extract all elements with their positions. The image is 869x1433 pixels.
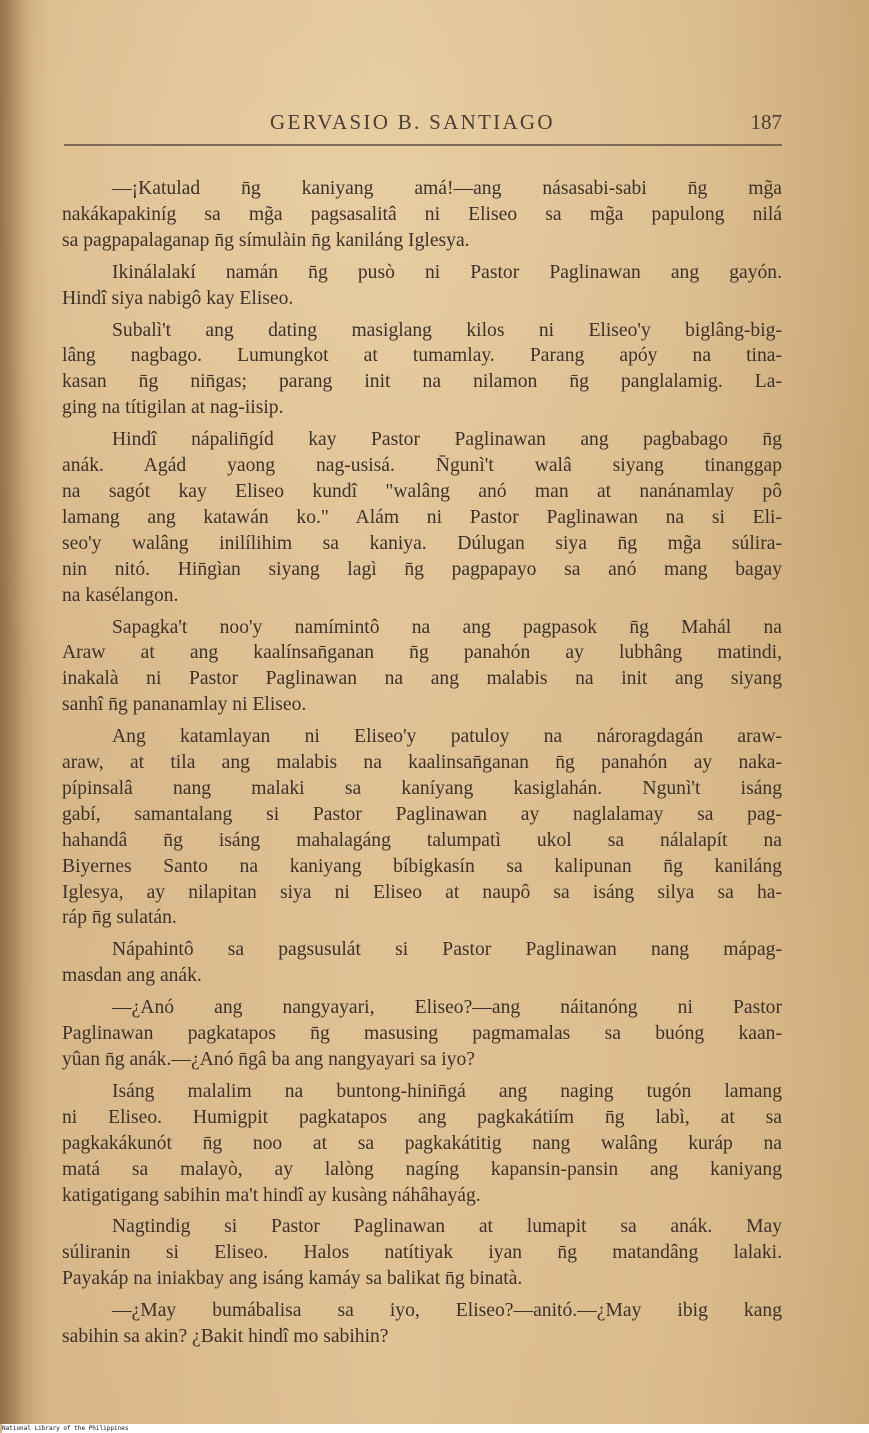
text-line: Paglinawan pagkatapos n̄g masusing pagmamalas sa buóng kaan-: [62, 1023, 782, 1045]
text-line: yûan n̄g anák.—¿Anó n̄gâ ba ang nangyayari sa iyo?: [62, 1049, 475, 1070]
text-line: pípinsalâ nang malaki sa kaníyang kasiglahán. Ngunì't isáng: [62, 777, 782, 799]
text-line: sabihin sa akin? ¿Bakit hindî mo sabihin?: [62, 1326, 389, 1348]
text-line: hahandâ n̄g isáng mahalagáng talumpatì ukol sa nálalapít na: [62, 829, 782, 851]
text-line: pagkakákunót n̄g noo at sa pagkakátitig nang walâng kuráp na: [62, 1132, 782, 1154]
text-line: Ikinálalakí namán n̄g pusò ni Pastor Paglinawan ang gayón.: [112, 261, 782, 283]
text-line: nin nitó. Hin̄gìan siyang lagì n̄g pagpapayo sa anó mang bagay: [62, 558, 782, 580]
paragraph: [62, 615, 782, 719]
text-line: ging na títigilan at nag-iisip.: [62, 397, 284, 419]
paragraph: [62, 260, 782, 312]
text-line: Iglesya, ay nilapitan siya ni Eliseo at naupô sa isáng silya sa ha-: [62, 881, 782, 903]
text-line: Payakáp na iniakbay ang isáng kamáy sa balikat n̄g binatà.: [62, 1268, 523, 1290]
text-line: matá sa malayò, ay lalòng nagíng kapansin-pansin ang kaniyang: [62, 1158, 782, 1180]
text-line: lamang ang katawán ko." Alám ni Pastor Paglinawan na si Eli-: [62, 506, 782, 528]
text-line: seo'y walâng inilílihim sa kaniya. Dúlugan siya n̄g mg̃a súlira-: [62, 532, 782, 554]
text-line: nakákapakiníg sa mg̃a pagsasalitâ ni Eliseo sa mg̃a papulong nilá: [62, 203, 782, 225]
page-header: [64, 110, 782, 140]
text-line: ni Eliseo. Humigpit pagkatapos ang pagkakátiím n̄g labì, at sa: [62, 1106, 782, 1128]
text-line: lâng nagbago. Lumungkot at tumamlay. Parang apóy na tina-: [62, 345, 782, 367]
text-line: sa pagpapalaganap n̄g símulàin n̄g kaniláng Iglesya.: [62, 229, 470, 251]
paragraph: [62, 937, 782, 989]
header-rule: [64, 144, 782, 146]
body-text: [62, 176, 782, 1356]
text-line: Hindî siya nabigô kay Eliseo.: [62, 287, 294, 309]
text-line: na kasélangon.: [62, 584, 179, 606]
text-line: —¿Anó ang nangyayari, Eliseo?—ang náitanóng ni Pastor: [112, 997, 782, 1019]
text-line: araw, at tila ang malabis na kaalinsan̄ganan n̄g panahón ay naka-: [62, 752, 782, 774]
text-line: na sagót kay Eliseo kundî "walâng anó man at nanánamlay pô: [62, 480, 782, 502]
page-left-edge-shadow: [0, 0, 34, 1424]
text-line: Sapagka't noo'y namímintô na ang pagpasok n̄g Mahál na: [112, 616, 782, 638]
paragraph: [62, 1298, 782, 1350]
text-line: Hindî nápalin̄gíd kay Pastor Paglinawan ang pagbabago n̄g: [112, 429, 782, 451]
text-line: Araw at ang kaalínsan̄ganan n̄g panahón ay lubhâng matindi,: [62, 642, 782, 664]
paragraph: [62, 427, 782, 608]
text-line: Ang katamlayan ni Eliseo'y patuloy na nároragdagán araw-: [112, 726, 782, 748]
text-line: —¿May bumábalisa sa iyo, Eliseo?—anitó.—¿May ibig kang: [112, 1300, 782, 1322]
text-line: Biyernes Santo na kaniyang bíbigkasín sa kalipunan n̄g kaniláng: [62, 855, 782, 877]
text-line: katigatigang sabihin ma't hindî ay kusàng náhâhayág.: [62, 1184, 481, 1206]
page-number: 187: [750, 110, 782, 134]
text-line: ráp n̄g sulatán.: [62, 907, 177, 929]
text-line: —¡Katulad n̄g kaniyang amá!—ang násasabi-sabi n̄g mg̃a: [112, 178, 782, 199]
paragraph: [62, 995, 782, 1073]
footer-credit: National Library of the Philippines: [2, 1424, 869, 1433]
text-line: anák. Agád yaong nag-usisá. N̄gunì't walâ siyang tinanggap: [62, 455, 782, 477]
running-head: GERVASIO B. SANTIAGO: [270, 110, 555, 134]
paragraph: [62, 318, 782, 422]
text-line: gabí, samantalang si Pastor Paglinawan ay naglalamay sa pag-: [62, 803, 782, 825]
text-line: sanhî n̄g pananamlay ni Eliseo.: [62, 694, 307, 716]
paragraph: [62, 176, 782, 254]
paragraph: [62, 724, 782, 931]
text-line: masdan ang anák.: [62, 965, 202, 987]
text-line: Nápahintô sa pagsusulát si Pastor Paglinawan nang mápag-: [112, 939, 782, 961]
text-line: Nagtindig si Pastor Paglinawan at lumapit sa anák. May: [112, 1216, 782, 1238]
text-line: Subalì't ang dating masiglang kilos ni Eliseo'y biglâng-big-: [112, 319, 782, 341]
paragraph: [62, 1214, 782, 1292]
text-line: inakalà ni Pastor Paglinawan na ang malabis na init ang siyang: [62, 668, 782, 690]
text-line: Isáng malalim na buntong-hinin̄gá ang naging tugón lamang: [112, 1080, 782, 1102]
paragraph: [62, 1079, 782, 1209]
text-line: kasan n̄g nin̄gas; parang init na nilamon n̄g panglalamig. La-: [62, 371, 782, 393]
text-line: súliranin si Eliseo. Halos natítiyak iyan n̄g matandâng lalaki.: [62, 1242, 782, 1264]
